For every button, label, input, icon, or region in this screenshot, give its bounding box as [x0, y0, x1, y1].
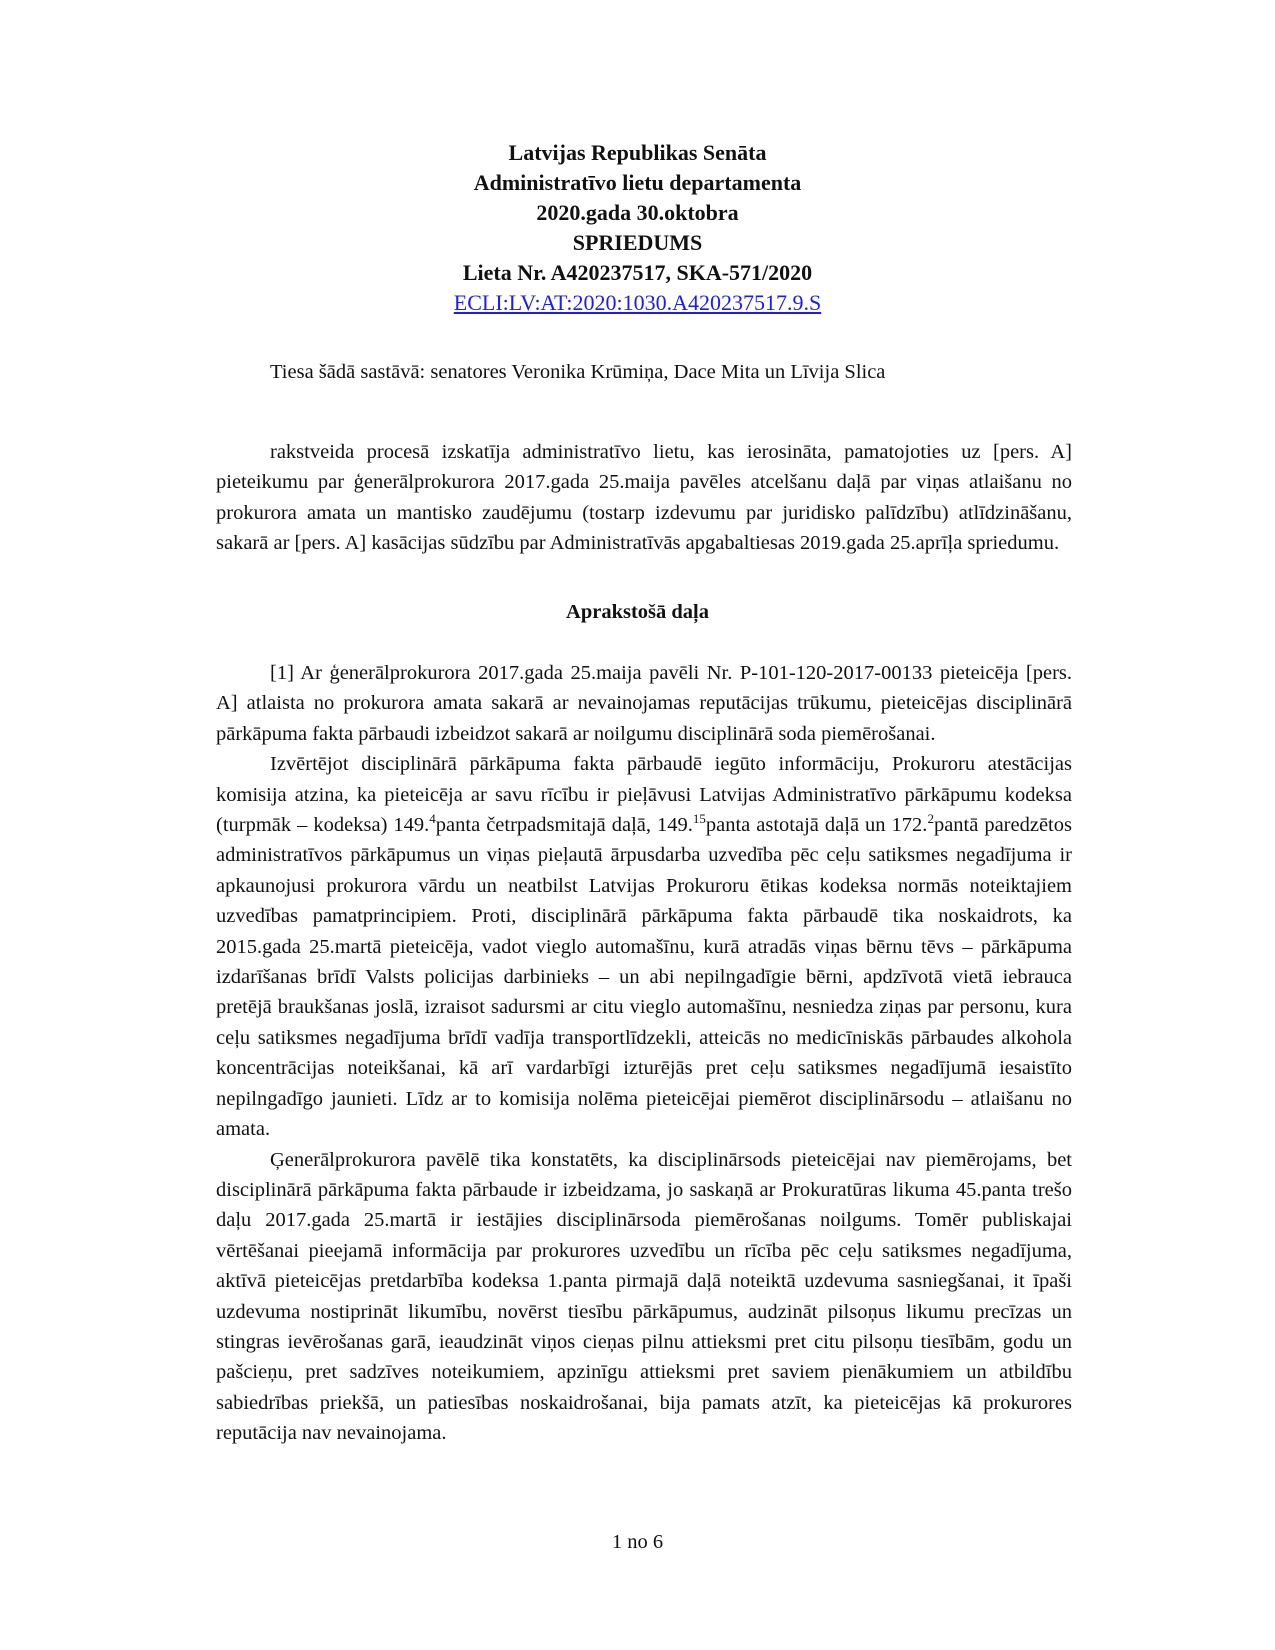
paragraph-1: [1] Ar ģenerālprokurora 2017.gada 25.maija pavēli Nr. P-101-120-2017-00133 pieteicēja [pers. A] atlaista no prokurora amata sakarā ar nevainojamas reputācijas trūkumu, pieteicējas disciplinārā pārkāpuma fakta pārbaudi izbeidzot sakarā ar noilgumu disciplinārā soda piemērošanai.: [216, 662, 1072, 745]
superscript: 4: [429, 811, 436, 827]
intro-paragraph: [216, 437, 1072, 559]
court-composition: Tiesa šādā sastāvā: senatores Veronika Krūmiņa, Dace Mita un Līvija Slica: [270, 361, 886, 383]
paragraph-3: Ģenerālprokurora pavēlē tika konstatēts, ka disciplinārsods pieteicējai nav piemērojams, bet disciplinārā pārkāpuma fakta pārbaude ir izbeidzama, jo saskaņā ar Prokuratūras likuma 45.panta trešo daļu 2017.gada 25.martā ir iestājies disciplinārsoda piemērošanas noilgums. Tomēr publiskajai vērtēšanai pieejamā informācija par prokurores uzvedību un rīcība pēc ceļu satiksmes negadījuma, aktīvā pieteicējas pretdarbība kodeksa 1.panta pirmajā daļā noteiktā uzdevuma sasniegšanai, it īpaši uzdevuma nostiprināt likumību, novērst tiesību pārkāpumus, audzināt pilsoņus likumu precīzas un stingras ievērošanas garā, ieaudzināt viņos cieņas pilnu attieksmi pret citu pilsoņu tiesībām, godu un pašcieņu, pret sadzīves noteikumiem, apzinīgu attieksmi pret saviem pienākumiem un atbildību sabiedrības priekšā, un patiesības noskaidrošanai, bija pamats atzīt, ka pieteicējas kā prokurores reputācija nav nevainojama.: [216, 1148, 1072, 1445]
paragraph-2-part: Izvērtējot disciplinārā pārkāpuma fakta pārbaudē iegūto informāciju, Prokuroru atestācijas komisija atzina, ka pieteicēja ar savu rīcību ir pieļāvusi Latvijas Administratīvo pārkāpumu kodeksa (turpmāk – kodeksa) 149.: [216, 753, 1072, 837]
paragraph-2-part: panta astotajā daļā un 172.: [705, 814, 928, 837]
superscript: 15: [692, 811, 706, 827]
main-text: [216, 658, 1072, 1449]
court-name: Latvijas Republikas Senāta: [508, 140, 767, 165]
ecli-link[interactable]: ECLI:LV:AT:2020:1030.A420237517.9.S: [453, 290, 822, 315]
department-name: Administratīvo lietu departamenta: [473, 170, 802, 195]
case-number: Lieta Nr. A420237517, SKA-571/2020: [462, 260, 813, 285]
section-title: Aprakstošā daļa: [566, 601, 709, 623]
paragraph-2-part: panta četrpadsmitajā daļā, 149.: [435, 814, 693, 837]
page-number: 1 no 6: [611, 1531, 664, 1553]
intro-text: rakstveida procesā izskatīja administratīvo lietu, kas ierosināta, pamatojoties uz [pers. A] pieteikumu par ģenerālprokurora 2017.gada 25.maija pavēles atcelšanu daļā par viņas atlaišanu no prokurora amata un mantisko zaudējumu (tostarp izdevumu par juridisko palīdzību) atlīdzināšanu, sakarā ar [pers. A] kasācijas sūdzību par Administratīvās apgabaltiesas 2019.gada 25.aprīļa spriedumu.: [216, 441, 1072, 555]
paragraph-2-part: pantā paredzētos administratīvos pārkāpumus un viņas pieļautā ārpusdarba uzvedība pēc ceļu satiksmes negadījuma ir apkaunojusi prokurora vārdu un neatbilst Latvijas Prokuroru ētikas kodeksa normās noteiktajiem uzvedības pamatprincipiem. Proti, disciplinārā pārkāpuma fakta pārbaudē tika noskaidrots, ka 2015.gada 25.martā pieteicēja, vadot vieglo automašīnu, kurā atradās viņas bērnu tēvs – pārkāpuma izdarīšanas brīdī Valsts policijas darbinieks – un abi nepilngadīgie bērni, apdzīvotā vietā iebrauca pretējā braukšanas joslā, izraisot sadursmi ar citu vieglo automašīnu, nesniedza ziņas par personu, kura ceļu satiksmes negadījuma brīdī vadīja transportlīdzekli, atteicās no medicīniskās pārbaudes alkohola koncentrācijas noteikšanai, kā arī vardarbīgi izturējās pret ceļu satiksmes negadījumā iesaistīto nepilngadīgo jaunieti. Līdz ar to komisija nolēma pieteicējai piemērot disciplinārsodu – atlaišanu no amata.: [216, 814, 1072, 1141]
document-header: [0, 138, 1275, 318]
document-type: SPRIEDUMS: [572, 230, 703, 255]
paragraph-2: [216, 749, 1072, 1144]
judgment-date: 2020.gada 30.oktobra: [536, 200, 739, 225]
superscript: 2: [927, 811, 934, 827]
